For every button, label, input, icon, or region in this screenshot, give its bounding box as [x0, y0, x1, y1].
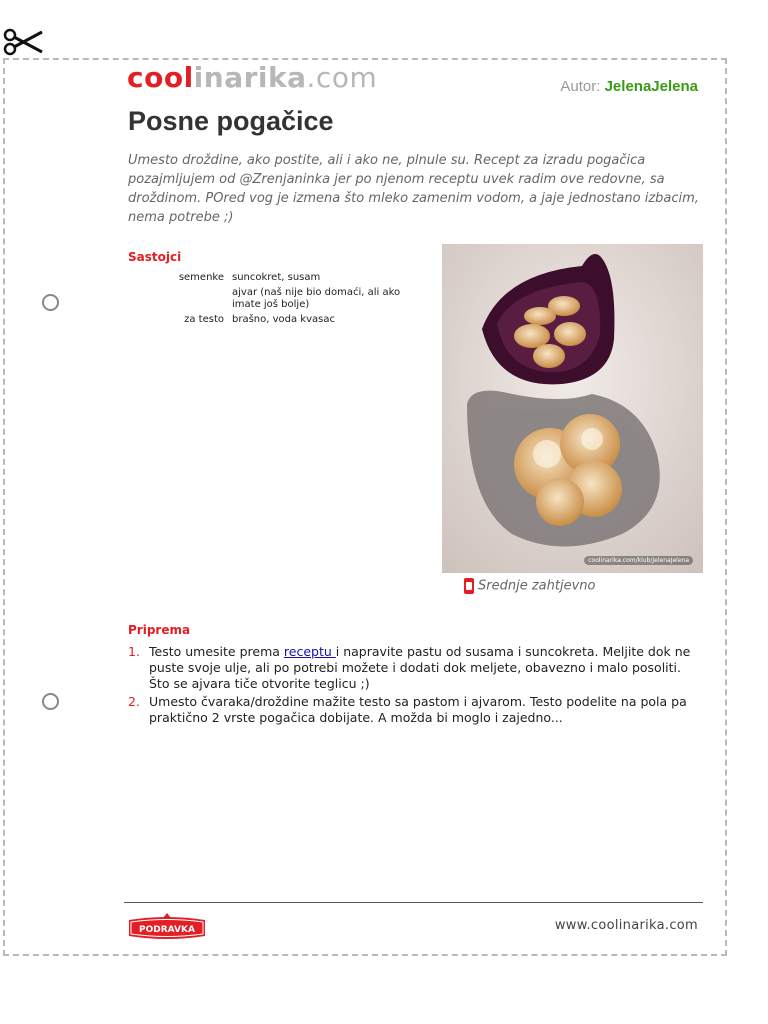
footer-website[interactable]: www.coolinarika.com — [554, 918, 698, 933]
podravka-logo — [127, 912, 207, 942]
difficulty-label: Srednje zahtjevno — [478, 578, 596, 594]
ingredient-item: suncokret, susam — [232, 272, 321, 283]
binder-hole-icon — [42, 693, 59, 710]
author-line — [560, 78, 698, 95]
ingredient-item: ajvar (naš nije bio domaći, ali ako imate još bolje) — [232, 287, 401, 310]
ingredients-heading: Sastojci — [128, 250, 182, 264]
podravka-wordmark: PODRAVKA — [139, 925, 195, 935]
binder-hole-icon — [42, 294, 59, 311]
step-number: 1. — [128, 644, 140, 659]
ingredient-group: za testo — [184, 314, 224, 325]
footer-divider — [124, 902, 703, 903]
step-text: Umesto čvaraka/droždine mažite testo sa pastom i ajvarom. Testo podelite na pola pa praktično 2 vrste pogačica dobijate. A možda bi moglo i zajedno... — [149, 694, 687, 725]
preparation-steps — [128, 644, 700, 728]
step-number: 2. — [128, 694, 140, 709]
ingredient-group — [128, 287, 232, 314]
step-text: Testo umesite prema — [149, 644, 284, 659]
author-name[interactable]: JelenaJelena — [604, 78, 698, 95]
recipe-photo — [442, 244, 703, 573]
step-item — [128, 644, 700, 692]
coolinarika-logo: coolinarika.com — [127, 61, 378, 94]
difficulty — [463, 577, 595, 595]
recipe-link[interactable]: receptu — [283, 644, 336, 659]
preparation-heading: Priprema — [128, 623, 191, 637]
recipe-intro: Umesto droždine, ako postite, ali i ako ne, plnule su. Recept za izradu pogačica pozajmljujem od @Zrenjaninka jer po njenom receptu uvek radim ove redovne, sa droždinom. POred vog je izmena što mleko zamenim vodom, a jaje jednostano izbacim, nema potrebe ;) — [128, 153, 699, 225]
ingredient-row — [128, 272, 428, 287]
photo-watermark: coolinarika.com/klub/JelenaJelena — [584, 556, 693, 565]
ingredient-item: brašno, voda kvasac — [232, 314, 335, 325]
ingredients-table — [128, 272, 428, 329]
step-item — [128, 694, 700, 726]
ingredient-row — [128, 287, 428, 314]
recipe-title: Posne pogačice — [128, 106, 334, 136]
scissors-icon — [2, 26, 44, 58]
recipe-photo-illustration — [442, 244, 703, 573]
step-text: i napravite pastu od susama i suncokreta. Meljite dok ne puste svoje ulje, ali po potrebi možete i dodati dok meljete, obavezno i malo posoliti. Što se ajvara tiče otvorite teglicu ;) — [149, 644, 691, 691]
ingredient-group: semenke — [178, 272, 224, 283]
chef-hat-icon — [463, 577, 475, 595]
author-label: Autor: — [560, 78, 601, 95]
ingredient-row — [128, 314, 428, 329]
